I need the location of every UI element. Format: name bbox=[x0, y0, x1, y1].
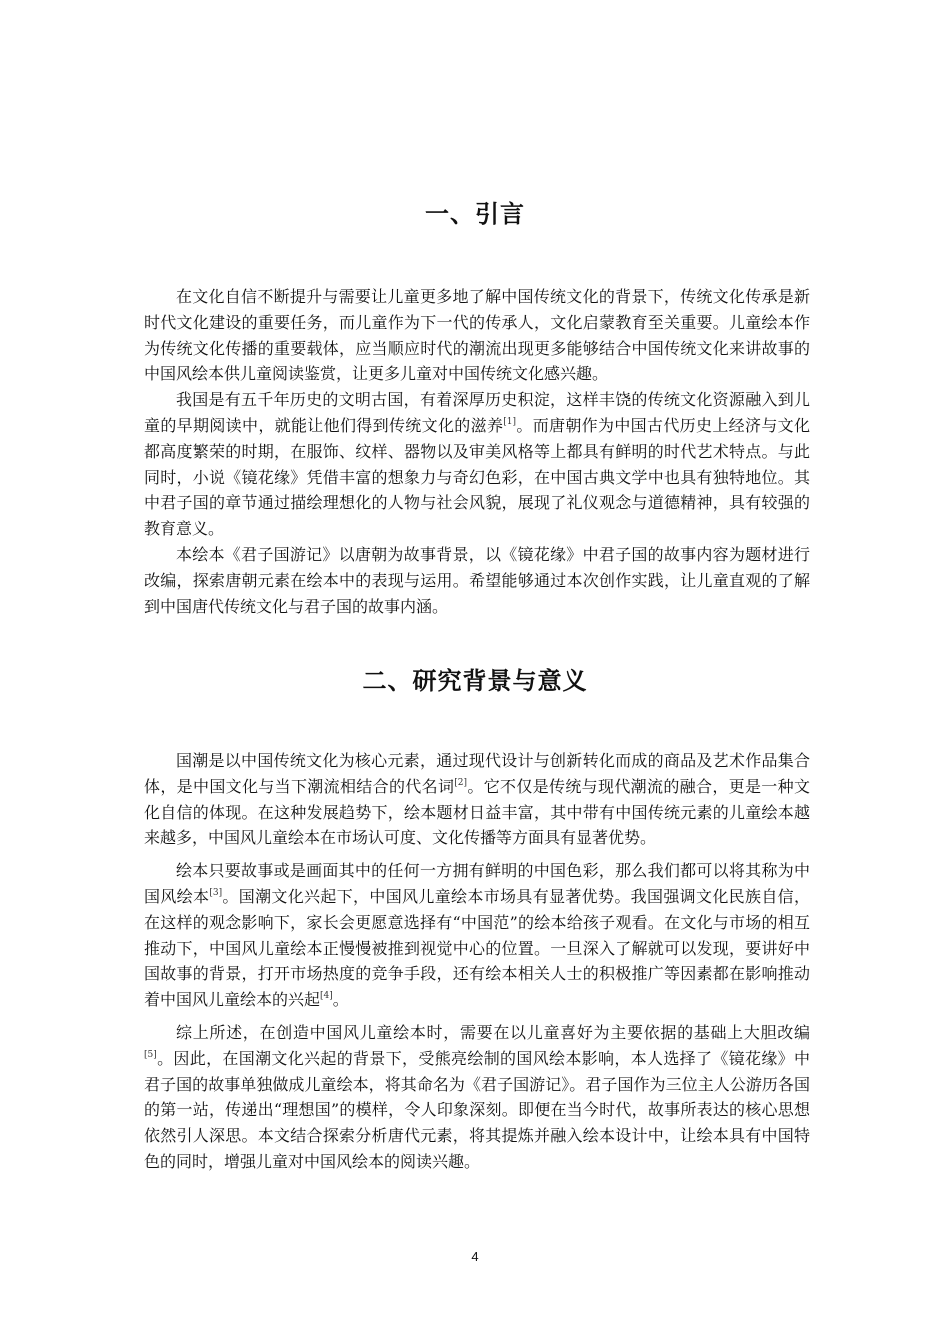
paragraph-text: 。它不仅是传统与现代潮流的融合，更是一种文化自信的体现。在这种发展趋势下，绘本题材日益丰富，其中带有中国传统元素的儿童绘本越来越多，中国风儿童绘本在市场认可度、文化传播等方面具有显著优势。 bbox=[144, 776, 810, 848]
body-paragraph bbox=[144, 542, 810, 619]
citation-marker: [5] bbox=[144, 1049, 157, 1060]
paragraph-text: 我国是有五千年历史的文明古国，有着深厚历史积淀，这样丰饶的传统文化资源融入到儿童的早期阅读中，就能让他们得到传统文化的滋养 bbox=[144, 390, 810, 435]
paragraph-text: 在文化自信不断提升与需要让儿童更多地了解中国传统文化的背景下，传统文化传承是新时代文化建设的重要任务，而儿童作为下一代的传承人，文化启蒙教育至关重要。儿童绘本作为传统文化传播的重要载体，应当顺应时代的潮流出现更多能够结合中国传统文化来讲故事的中国风绘本供儿童阅读鉴赏，让更多儿童对中国传统文化感兴趣。 bbox=[144, 287, 810, 384]
paragraph-text: 绘本只要故事或是画面其中的任何一方拥有鲜明的中国色彩，那么我们都可以将其称为中国风绘本 bbox=[144, 861, 810, 906]
body-paragraph bbox=[144, 387, 810, 542]
section-introduction-body bbox=[144, 284, 810, 619]
body-paragraph bbox=[144, 748, 810, 851]
paragraph-text: 本绘本《君子国游记》以唐朝为故事背景，以《镜花缘》中君子国的故事内容为题材进行改编，探索唐朝元素在绘本中的表现与运用。希望能够通过本次创作实践，让儿童直观的了解到中国唐代传统文化与君子国的故事内涵。 bbox=[144, 544, 810, 616]
paragraph-text: 。而唐朝作为中国古代历史上经济与文化都高度繁荣的时期，在服饰、纹样、器物以及审美风格等上都具有鲜明的时代艺术特点。与此同时，小说《镜花缘》凭借丰富的想象力与奇幻色彩，在中国古典文学中也具有独特地位。其中君子国的章节通过描绘理想化的人物与社会风貌，展现了礼仪观念与道德精神，具有较强的教育意义。 bbox=[144, 415, 810, 539]
paragraph-text: 。国潮文化兴起下，中国风儿童绘本市场具有显著优势。我国强调文化民族自信，在这样的观念影响下，家长会更愿意选择有“中国范”的绘本给孩子观看。在文化与市场的相互推动下，中国风儿童绘本正慢慢被推到视觉中心的位置。一旦深入了解就可以发现，要讲好中国故事的背景，打开市场热度的竞争手段，还有绘本相关人士的积极推广等因素都在影响推动着中国风儿童绘本的兴起 bbox=[144, 886, 810, 1010]
paragraph-text: 。因此，在国潮文化兴起的背景下，受熊亮绘制的国风绘本影响，本人选择了《镜花缘》中君子国的故事单独做成儿童绘本，将其命名为《君子国游记》。君子国作为三位主人公游历各国的第一站，传递出“理想国”的模样，令人印象深刻。即便在当今时代，故事所表达的核心思想依然引人深思。本文结合探索分析唐代元素，将其提炼并融入绘本设计中，让绘本具有中国特色的同时，增强儿童对中国风绘本的阅读兴趣。 bbox=[144, 1048, 810, 1171]
section-heading-background: 二、研究背景与意义 bbox=[362, 667, 588, 696]
citation-marker: [2] bbox=[454, 777, 468, 788]
section-background-body bbox=[144, 748, 810, 1182]
citation-marker: [3] bbox=[209, 887, 223, 898]
citation-marker: [1] bbox=[503, 416, 517, 427]
page-number: 4 bbox=[471, 1249, 479, 1264]
body-paragraph bbox=[144, 858, 810, 1013]
body-paragraph bbox=[144, 1020, 810, 1175]
paragraph-text: 。 bbox=[332, 990, 349, 1010]
body-paragraph bbox=[144, 284, 810, 387]
section-heading-introduction: 一、引言 bbox=[425, 200, 525, 229]
paragraph-text: 综上所述，在创造中国风儿童绘本时，需要在以儿童喜好为主要依据的基础上大胆改编 bbox=[176, 1022, 810, 1042]
citation-marker: [4] bbox=[320, 991, 333, 1002]
paragraph-text: 国潮是以中国传统文化为核心元素，通过现代设计与创新转化而成的商品及艺术作品集合体，是中国文化与当下潮流相结合的代名词 bbox=[144, 751, 810, 796]
